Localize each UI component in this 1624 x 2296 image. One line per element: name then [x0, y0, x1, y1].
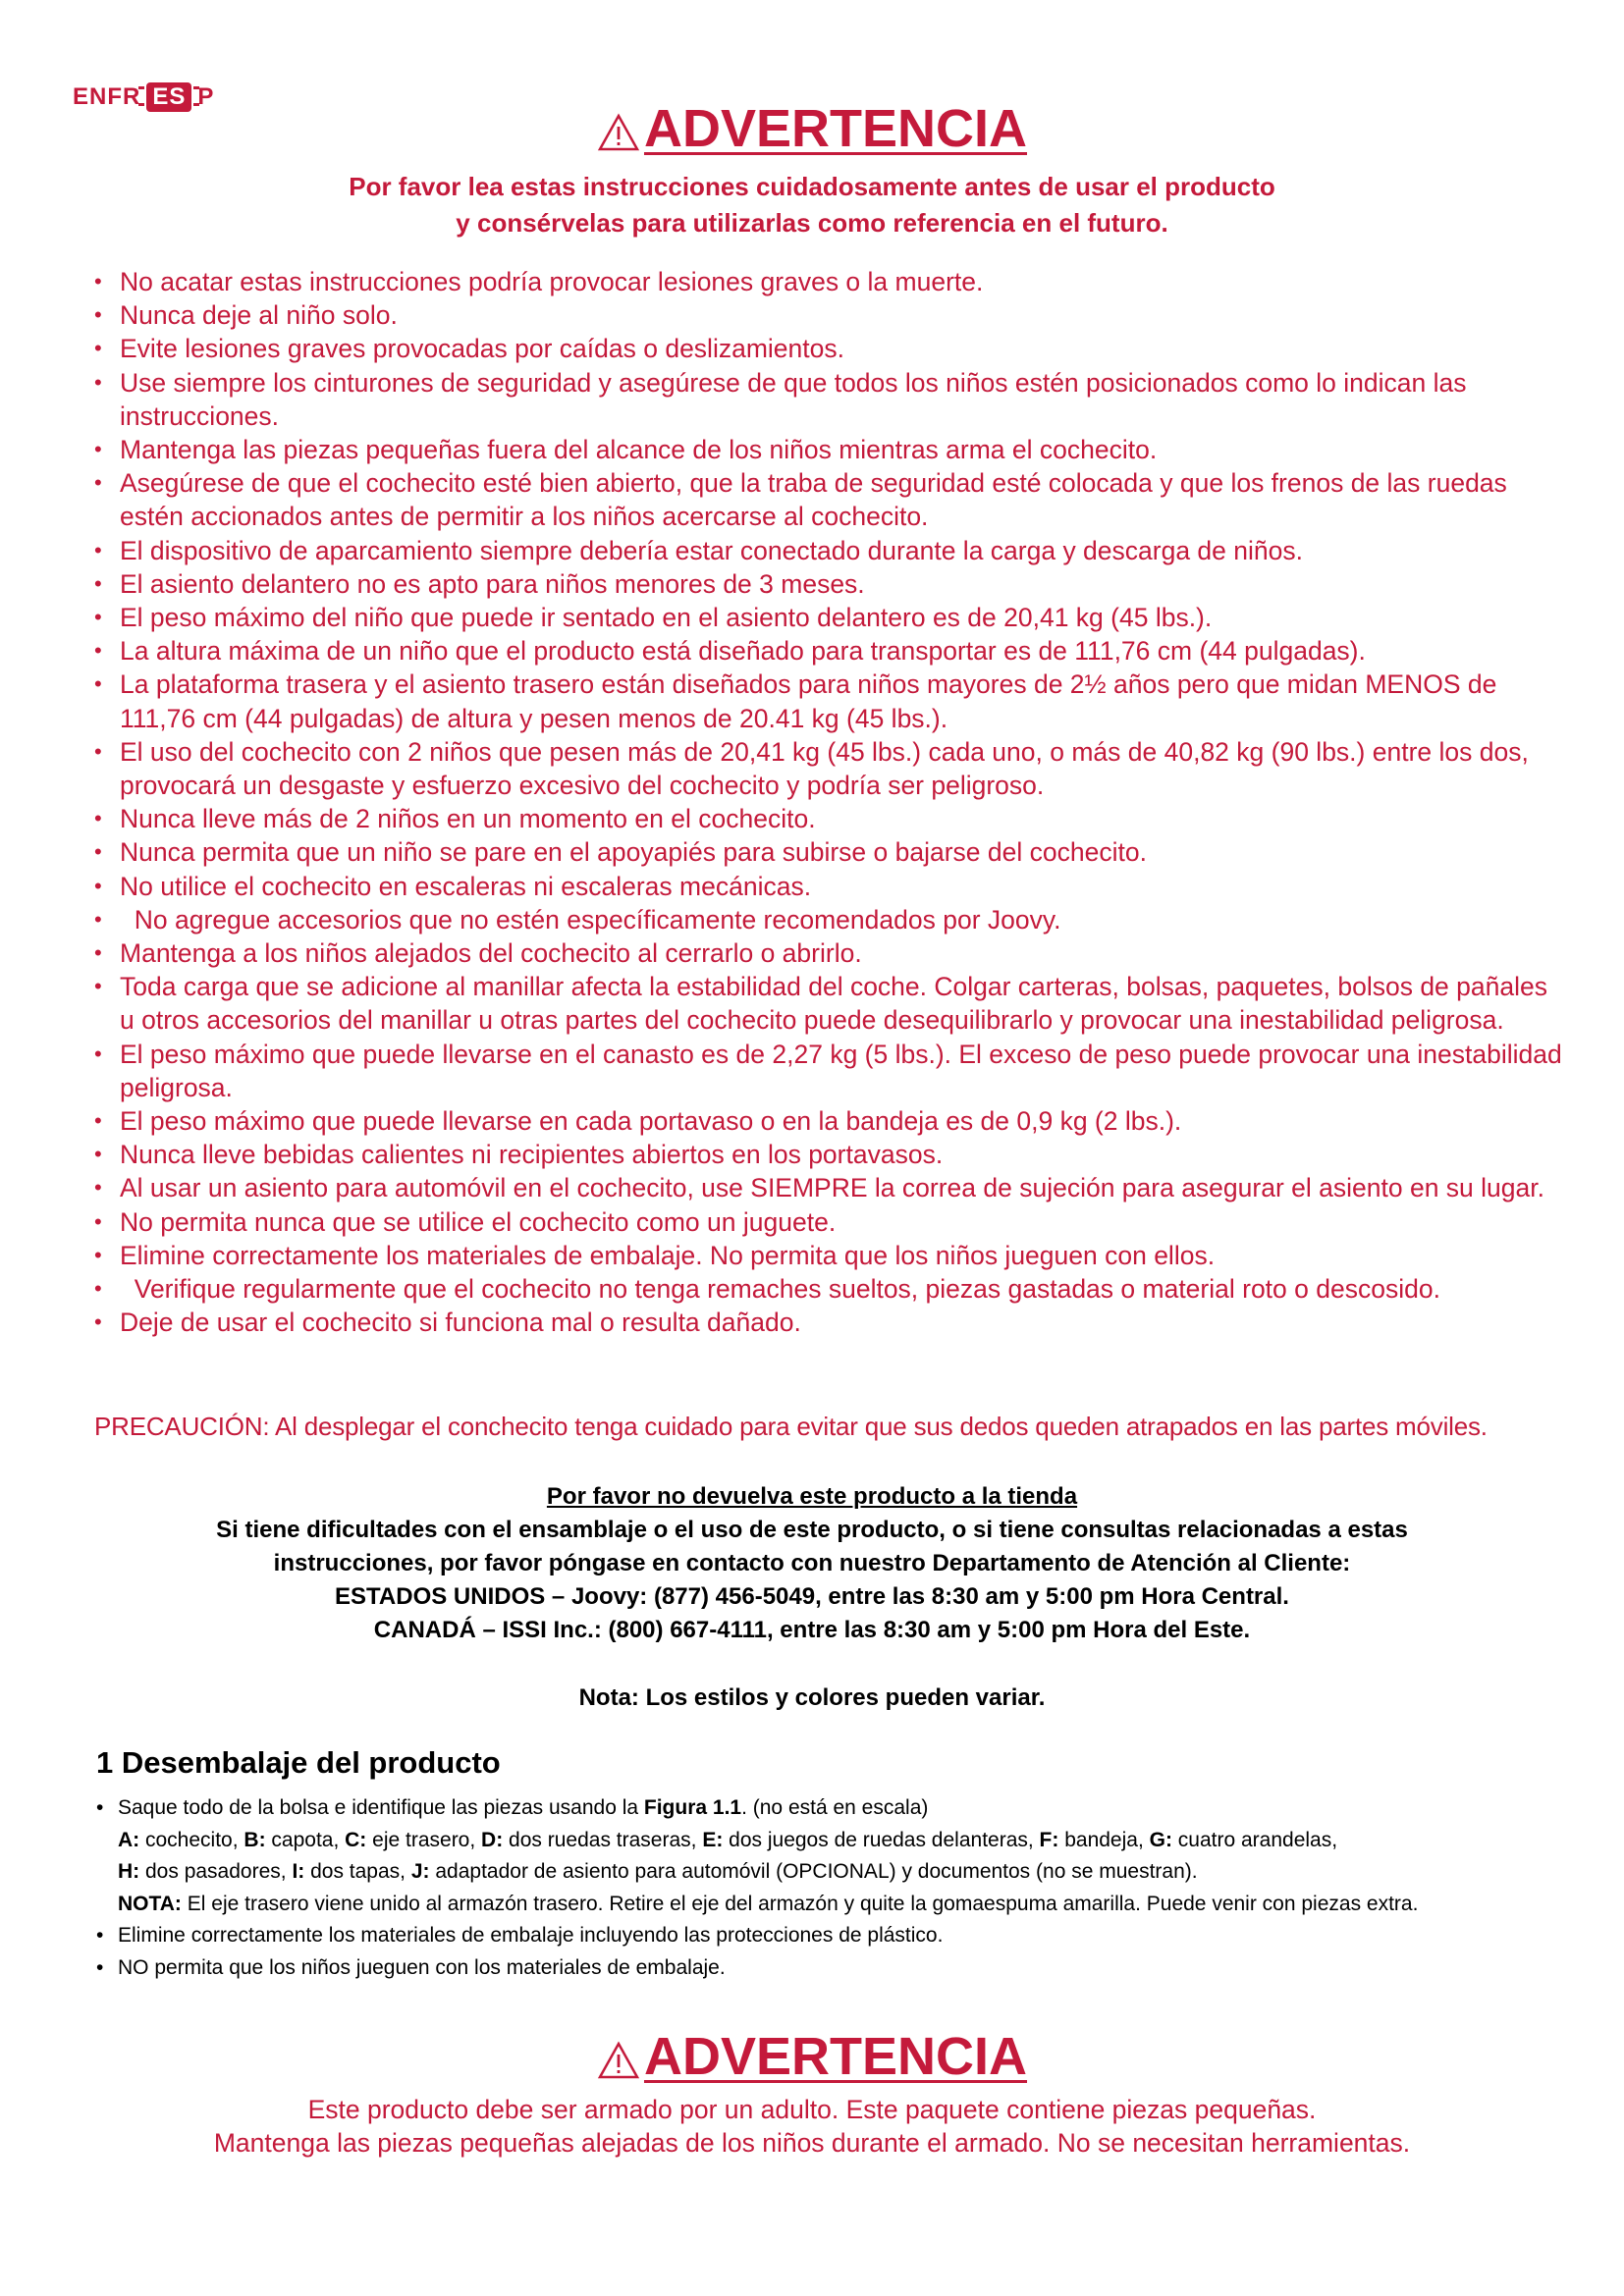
part-key: C: [345, 1828, 367, 1851]
warning-item: • La altura máxima de un niño que el producto está diseñado para transportar es de 111,76 cm (44 pulgadas). [94, 634, 1567, 667]
warning-item: • Al usar un asiento para automóvil en el cochecito, use SIEMPRE la correa de sujeción para asegurar el asiento en su lugar. [94, 1171, 1567, 1204]
unpack-item-1-text-a: Saque todo de la bolsa e identifique las piezas usando la [118, 1796, 644, 1819]
intro-text [0, 169, 1624, 241]
warnings-list [94, 265, 1570, 1340]
unpack-item-2: • Elimine correctamente los materiales de embalaje incluyendo las protecciones de plástico. [96, 1920, 1540, 1952]
warning-item: • El asiento delantero no es apto para niños menores de 3 meses. [94, 567, 1567, 601]
warning-triangle-icon [597, 113, 640, 152]
warning-item: • Deje de usar el cochecito si funciona mal o resulta dañado. [94, 1306, 1567, 1339]
contact-line-canada: CANADÁ – ISSI Inc.: (800) 667-4111, entre las 8:30 am y 5:00 pm Hora del Este. [373, 1617, 1251, 1643]
warning-item: • El peso máximo del niño que puede ir sentado en el asiento delantero es de 20,41 kg (45 lbs.). [94, 601, 1567, 634]
final-line-2: Mantenga las piezas pequeñas alejadas de los niños durante el armado. No se necesitan herramientas. [213, 2128, 1411, 2158]
contact-line-2: instrucciones, por favor póngase en contacto con nuestro Departamento de Atención al Cliente: [273, 1550, 1351, 1576]
part-description: dos ruedas traseras, [503, 1828, 703, 1851]
part-key: E: [702, 1828, 724, 1851]
intro-line-1: Por favor lea estas instrucciones cuidadosamente antes de usar el producto [349, 172, 1275, 201]
part-key: B: [244, 1828, 266, 1851]
unpack-item-3: • NO permita que los niños jueguen con los materiales de embalaje. [96, 1952, 1540, 1985]
warning-item: • Verifique regularmente que el cochecito no tenga remaches sueltos, piezas gastadas o material roto o descosido. [94, 1272, 1567, 1306]
warning-item: • Evite lesiones graves provocadas por caídas o deslizamientos. [94, 332, 1567, 365]
intro-line-2: y consérvelas para utilizarlas como referencia en el futuro. [456, 208, 1168, 238]
warning-item: • No acatar estas instrucciones podría provocar lesiones graves o la muerte. [94, 265, 1567, 298]
unpack-item-1 [96, 1792, 1540, 1825]
warning-item: • Toda carga que se adicione al manillar afecta la estabilidad del coche. Colgar carteras, bolsas, paquetes, bolsos de pañales u otros accesorios del manillar u otras partes del cochecito puede desequilibrarlo y provocar una inestabilidad peligrosa. [94, 970, 1567, 1037]
part-key: D: [481, 1828, 504, 1851]
warning-heading-bottom [0, 2026, 1624, 2087]
warning-item: • Nunca lleve más de 2 niños en un momento en el cochecito. [94, 802, 1567, 835]
warning-item: • El uso del cochecito con 2 niños que pesen más de 20,41 kg (45 lbs.) cada uno, o más de 40,82 kg (90 lbs.) entre los dos, provocará un desgaste y esfuerzo excesivo del cochecito y podría ser peligroso. [94, 735, 1567, 802]
styles-note: Nota: Los estilos y colores pueden variar. [578, 1684, 1046, 1711]
part-description: cochecito, [139, 1828, 244, 1851]
part-description: dos juegos de ruedas delanteras, [723, 1828, 1040, 1851]
caution-text: PRECAUCIÓN: Al desplegar el conchecito tenga cuidado para evitar que sus dedos queden atrapados en las partes móviles. [94, 1412, 1488, 1441]
warning-triangle-icon [597, 2041, 640, 2080]
parts-list [96, 1825, 1540, 1889]
warning-heading-top [0, 98, 1624, 159]
final-warning-text [0, 2093, 1624, 2160]
contact-title: Por favor no devuelva este producto a la tienda [546, 1483, 1078, 1510]
part-key: F: [1039, 1828, 1059, 1851]
final-line-1: Este producto debe ser armado por un adulto. Este paquete contiene piezas pequeñas. [307, 2095, 1317, 2124]
nota-body: El eje trasero viene unido al armazón trasero. Retire el eje del armazón y quite la gomaespuma amarilla. Puede venir con piezas extra. [181, 1892, 1419, 1915]
part-description: cuatro arandelas, [1171, 1828, 1338, 1851]
warning-item: • Nunca permita que un niño se pare en el apoyapiés para subirse o bajarse del cochecito. [94, 835, 1567, 869]
contact-line-1: Si tiene dificultades con el ensamblaje o el uso de este producto, o si tiene consultas relacionadas a estas [216, 1517, 1408, 1543]
part-key: J: [410, 1860, 430, 1883]
lang-en-label: EN [73, 83, 108, 110]
figure-reference: Figura 1.1 [643, 1796, 742, 1819]
contact-line-us: ESTADOS UNIDOS – Joovy: (877) 456-5049, entre las 8:30 am y 5:00 pm Hora Central. [335, 1583, 1289, 1610]
unpack-list [96, 1792, 1540, 1984]
lang-tab-pt[interactable]: P [197, 83, 215, 110]
part-description: capota, [265, 1828, 346, 1851]
warning-item: • Nunca lleve bebidas calientes ni recipientes abiertos en los portavasos. [94, 1138, 1567, 1171]
part-description: dos pasadores, [139, 1860, 293, 1883]
nota-label: NOTA: [118, 1892, 182, 1915]
warning-item: • No utilice el cochecito en escaleras ni escaleras mecánicas. [94, 870, 1567, 903]
warning-heading-text: ADVERTENCIA [643, 2027, 1028, 2086]
warning-heading-text: ADVERTENCIA [643, 99, 1028, 158]
unpack-item-1-text-b: . (no está en escala) [741, 1796, 929, 1819]
warning-item: • Mantenga las piezas pequeñas fuera del alcance de los niños mientras arma el cochecito. [94, 433, 1567, 466]
part-description: bandeja, [1058, 1828, 1150, 1851]
warning-item: • Elimine correctamente los materiales de embalaje. No permita que los niños jueguen con ellos. [94, 1239, 1567, 1272]
warning-item: • Use siempre los cinturones de seguridad y asegúrese de que todos los niños estén posicionados como lo indican las instrucciones. [94, 366, 1567, 433]
warning-item: • Mantenga a los niños alejados del cochecito al cerrarlo o abrirlo. [94, 936, 1567, 970]
part-description: eje trasero, [366, 1828, 482, 1851]
part-key: A: [118, 1828, 140, 1851]
part-key: H: [118, 1860, 140, 1883]
warning-item: • El peso máximo que puede llevarse en cada portavaso o en la bandeja es de 0,9 kg (2 lbs.). [94, 1104, 1567, 1138]
warning-item: • La plataforma trasera y el asiento trasero están diseñados para niños mayores de 2½ años pero que midan MENOS de 111,76 cm (44 pulgadas) de altura y pesen menos de 20.41 kg (45 lbs.). [94, 667, 1567, 734]
part-description: adaptador de asiento para automóvil (OPCIONAL) y documentos (no se muestran). [429, 1860, 1198, 1883]
part-key: I: [292, 1860, 305, 1883]
part-description: dos tapas, [304, 1860, 411, 1883]
part-key: G: [1149, 1828, 1172, 1851]
warning-item: • El peso máximo que puede llevarse en el canasto es de 2,27 kg (5 lbs.). El exceso de peso puede provocar una inestabilidad peligrosa. [94, 1038, 1567, 1104]
section-1-title: 1 Desembalaje del producto [96, 1745, 501, 1780]
warning-item: • El dispositivo de aparcamiento siempre debería estar conectado durante la carga y descarga de niños. [94, 534, 1567, 567]
warning-item: • Nunca deje al niño solo. [94, 298, 1567, 332]
contact-block [0, 1480, 1624, 1647]
warning-item: • Asegúrese de que el cochecito esté bien abierto, que la traba de seguridad esté colocada y que los frenos de las ruedas estén accionados antes de permitir a los niños acercarse al cochecito. [94, 466, 1567, 533]
lang-fr-label: FR [107, 83, 141, 110]
warning-item: • No agregue accesorios que no estén específicamente recomendados por Joovy. [94, 903, 1567, 936]
warning-item: • No permita nunca que se utilice el cochecito como un juguete. [94, 1205, 1567, 1239]
lang-tab-es[interactable]: ES [146, 82, 191, 112]
nota-text [96, 1889, 1540, 1921]
